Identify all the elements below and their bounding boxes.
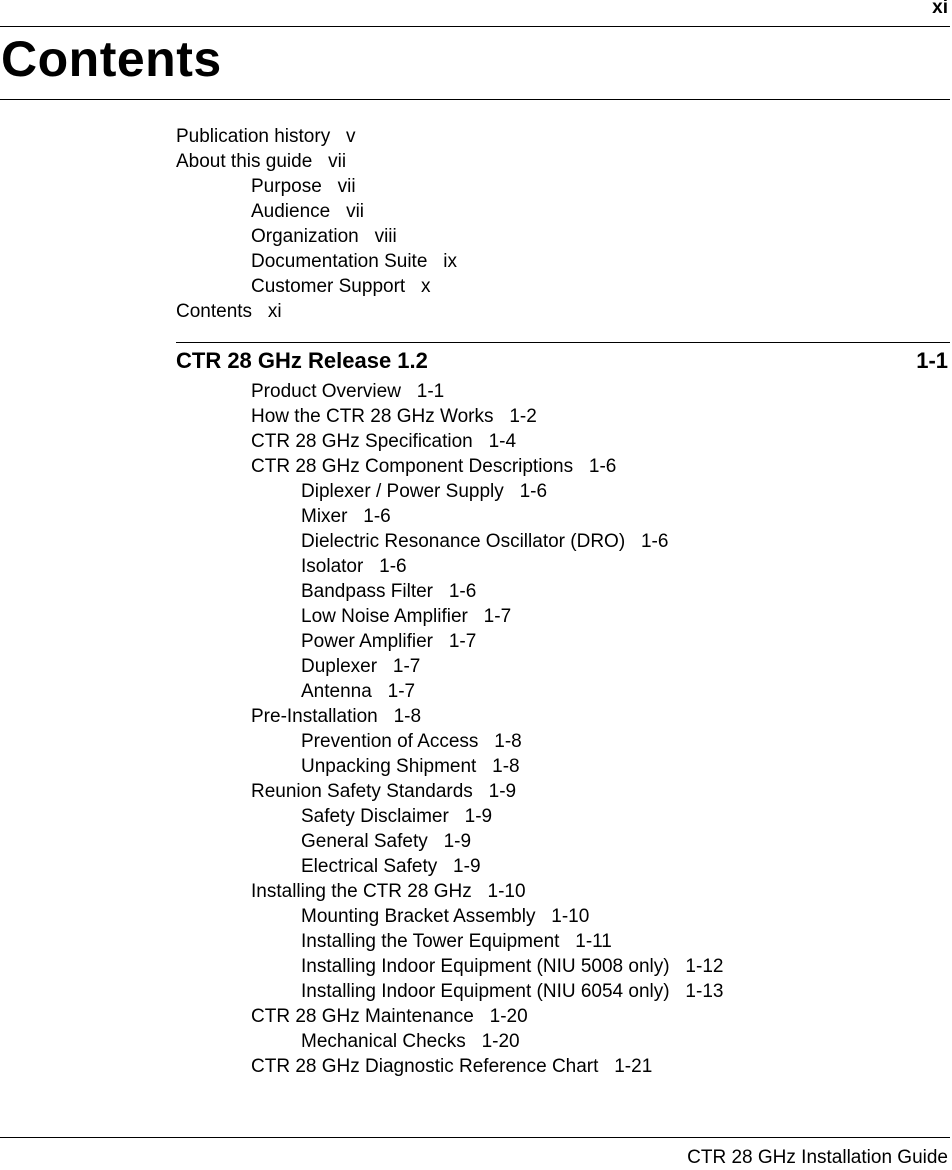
toc-entry-component-descriptions[interactable]: CTR 28 GHz Component Descriptions 1-6 <box>251 456 617 477</box>
toc-entry-purpose[interactable]: Purpose vii <box>251 176 356 197</box>
toc-entry-electrical-safety[interactable]: Electrical Safety 1-9 <box>301 856 481 877</box>
toc-entry-publication-history[interactable]: Publication history v <box>176 126 356 147</box>
toc-entry-mixer[interactable]: Mixer 1-6 <box>301 506 391 527</box>
toc-entry-low-noise-amplifier[interactable]: Low Noise Amplifier 1-7 <box>301 606 512 627</box>
toc-entry-product-overview[interactable]: Product Overview 1-1 <box>251 381 445 402</box>
header-rule <box>0 26 950 27</box>
toc-entry-diagnostic-chart[interactable]: CTR 28 GHz Diagnostic Reference Chart 1-21 <box>251 1056 653 1077</box>
toc-entry-specification[interactable]: CTR 28 GHz Specification 1-4 <box>251 431 517 452</box>
chapter-rule <box>176 342 950 343</box>
toc-entry-organization[interactable]: Organization viii <box>251 226 397 247</box>
toc-entry-indoor-6054[interactable]: Installing Indoor Equipment (NIU 6054 only) 1-13 <box>301 981 724 1002</box>
toc-entry-pre-installation[interactable]: Pre-Installation 1-8 <box>251 706 422 727</box>
chapter-page: 1-1 <box>916 348 948 373</box>
toc-entry-isolator[interactable]: Isolator 1-6 <box>301 556 407 577</box>
toc-entry-installing[interactable]: Installing the CTR 28 GHz 1-10 <box>251 881 526 902</box>
toc-entry-prevention-of-access[interactable]: Prevention of Access 1-8 <box>301 731 522 752</box>
toc-entry-contents[interactable]: Contents xi <box>176 301 282 322</box>
toc-entry-about-this-guide[interactable]: About this guide vii <box>176 151 347 172</box>
toc-entry-documentation-suite[interactable]: Documentation Suite ix <box>251 251 457 272</box>
toc-entry-customer-support[interactable]: Customer Support x <box>251 276 431 297</box>
toc-entry-diplexer-power-supply[interactable]: Diplexer / Power Supply 1-6 <box>301 481 548 502</box>
toc-entry-mechanical-checks[interactable]: Mechanical Checks 1-20 <box>301 1031 520 1052</box>
page-number: xi <box>932 0 948 18</box>
toc-entry-safety-disclaimer[interactable]: Safety Disclaimer 1-9 <box>301 806 493 827</box>
page-title: Contents <box>1 31 222 87</box>
toc-entry-tower-equipment[interactable]: Installing the Tower Equipment 1-11 <box>301 931 612 952</box>
chapter-title: CTR 28 GHz Release 1.2 <box>176 348 428 373</box>
footer-text: CTR 28 GHz Installation Guide <box>687 1147 948 1168</box>
footer-rule <box>0 1137 950 1138</box>
toc-entry-duplexer[interactable]: Duplexer 1-7 <box>301 656 421 677</box>
toc-entry-bandpass-filter[interactable]: Bandpass Filter 1-6 <box>301 581 477 602</box>
title-rule <box>0 99 950 100</box>
toc-entry-unpacking-shipment[interactable]: Unpacking Shipment 1-8 <box>301 756 520 777</box>
toc-entry-power-amplifier[interactable]: Power Amplifier 1-7 <box>301 631 477 652</box>
toc-entry-safety-standards[interactable]: Reunion Safety Standards 1-9 <box>251 781 517 802</box>
toc-entry-general-safety[interactable]: General Safety 1-9 <box>301 831 472 852</box>
toc-entry-antenna[interactable]: Antenna 1-7 <box>301 681 416 702</box>
toc-entry-indoor-5008[interactable]: Installing Indoor Equipment (NIU 5008 only) 1-12 <box>301 956 724 977</box>
chapter-heading[interactable] <box>176 346 948 376</box>
toc-entry-mounting-bracket[interactable]: Mounting Bracket Assembly 1-10 <box>301 906 590 927</box>
toc-entry-dro[interactable]: Dielectric Resonance Oscillator (DRO) 1-6 <box>301 531 669 552</box>
toc-entry-maintenance[interactable]: CTR 28 GHz Maintenance 1-20 <box>251 1006 528 1027</box>
toc-entry-audience[interactable]: Audience vii <box>251 201 365 222</box>
toc-entry-how-it-works[interactable]: How the CTR 28 GHz Works 1-2 <box>251 406 537 427</box>
